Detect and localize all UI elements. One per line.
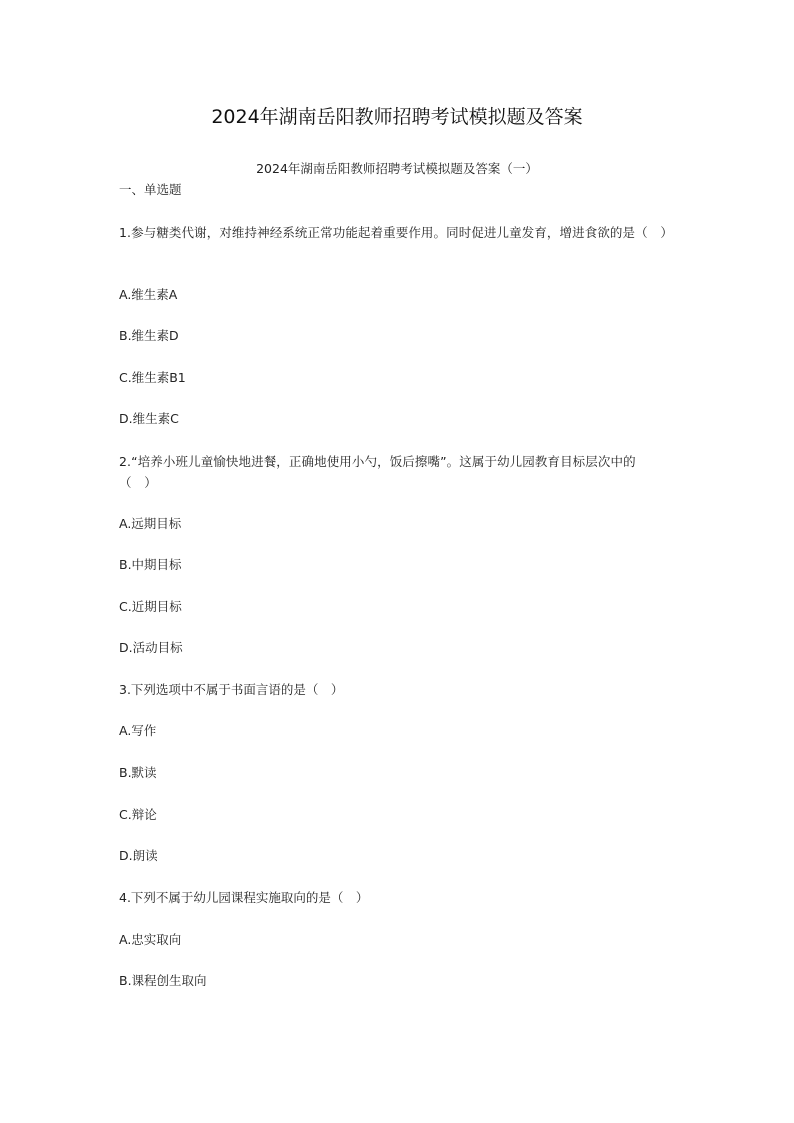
answer-option: C.维生素B1 <box>119 370 186 385</box>
answer-option: C.近期目标 <box>119 599 182 614</box>
answer-option: A.维生素A <box>119 287 178 302</box>
document-subtitle: 2024年湖南岳阳教师招聘考试模拟题及答案（一） <box>256 161 538 176</box>
answer-option: B.默读 <box>119 765 157 780</box>
answer-option: B.维生素D <box>119 328 179 343</box>
answer-option: D.朗读 <box>119 848 158 863</box>
answer-option: A.忠实取向 <box>119 932 182 947</box>
section-heading: 一、单选题 <box>119 182 182 197</box>
answer-option: D.活动目标 <box>119 640 183 655</box>
answer-option: B.课程创生取向 <box>119 973 207 988</box>
answer-option: A.写作 <box>119 723 157 738</box>
answer-option: C.辩论 <box>119 807 157 822</box>
answer-option: D.维生素C <box>119 411 179 426</box>
answer-option: B.中期目标 <box>119 557 182 572</box>
question-stem: 4.下列不属于幼儿园课程实施取向的是（ ） <box>119 890 369 905</box>
question-stem: 2.“培养小班儿童愉快地进餐，正确地使用小勺，饭后擦嘴”。这属于幼儿园教育目标层次中的（ ） <box>119 454 636 490</box>
question-stem: 3.下列选项中不属于书面言语的是（ ） <box>119 682 344 697</box>
answer-option: A.远期目标 <box>119 516 182 531</box>
document-title: 2024年湖南岳阳教师招聘考试模拟题及答案 <box>211 106 583 128</box>
question-stem: 1.参与糖类代谢，对维持神经系统正常功能起着重要作用。同时促进儿童发育，增进食欲的是（ ） <box>119 225 673 240</box>
